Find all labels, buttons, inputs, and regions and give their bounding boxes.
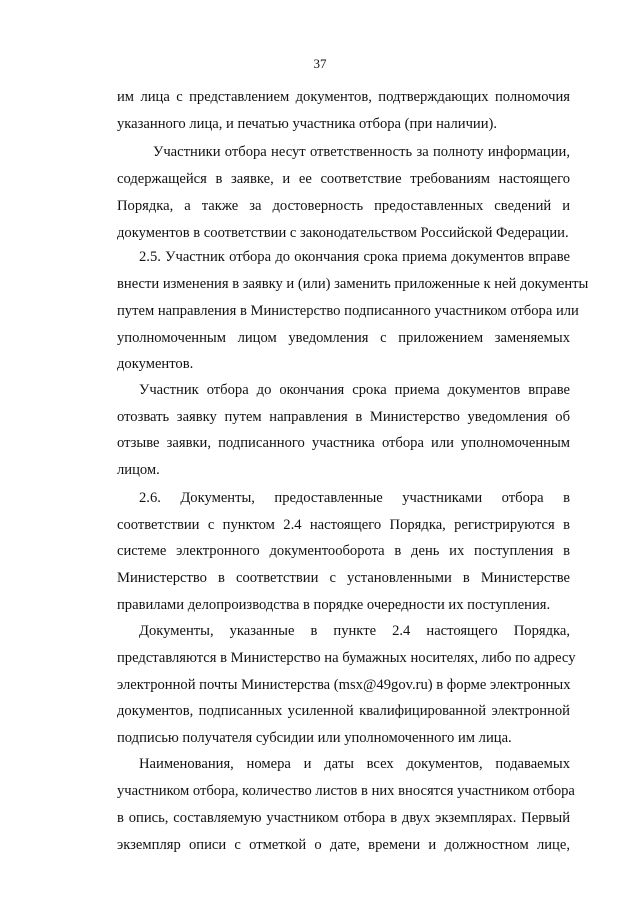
paragraph-first-line: 2.6. Документы, предоставленные участниками отбора в <box>139 490 570 506</box>
text-line: Порядка, а также за достоверность предоставленных сведений и <box>117 198 570 214</box>
page-number: 37 <box>313 56 327 71</box>
text-line: экземпляр описи с отметкой о дате, времени и должностном лице, <box>117 837 570 853</box>
text-line: правилами делопроизводства в порядке очередности их поступления. <box>117 597 551 613</box>
text-line: указанного лица, и печатью участника отбора (при наличии). <box>117 116 498 132</box>
paragraph-first-line: Наименования, номера и даты всех документов, подаваемых <box>139 756 570 772</box>
text-line: уполномоченным лицом уведомления с приложением заменяемых <box>117 330 570 346</box>
text-line: отзыве заявки, подписанного участника отбора или уполномоченным <box>117 435 570 451</box>
text-line: участником отбора, количество листов в них вносятся участником отбора <box>117 783 575 799</box>
text-line: документов. <box>117 356 194 372</box>
paragraph-first-line: Участники отбора несут ответственность за полноту информации, <box>153 144 570 160</box>
text-line: системе электронного документооборота в день их поступления в <box>117 543 570 559</box>
text-line: путем направления в Министерство подписанного участником отбора или <box>117 303 579 319</box>
text-line: им лица с представлением документов, подтверждающих полномочия <box>117 89 570 105</box>
text-line: электронной почты Министерства (msx@49gov.ru) в форме электронных <box>117 677 571 693</box>
text-line: лицом. <box>117 462 160 478</box>
text-line: представляются в Министерство на бумажных носителях, либо по адресу <box>117 650 576 666</box>
text-line: внести изменения в заявку и (или) заменить приложенные к ней документы <box>117 276 589 292</box>
text-line: документов, подписанных усиленной квалифицированной электронной <box>117 703 570 719</box>
text-line: содержащейся в заявке, и ее соответствие требованиям настоящего <box>117 171 570 187</box>
text-line: отозвать заявку путем направления в Министерство уведомления об <box>117 409 570 425</box>
text-line: соответствии с пунктом 2.4 настоящего Порядка, регистрируются в <box>117 517 570 533</box>
text-line: подписью получателя субсидии или уполномоченного им лица. <box>117 730 512 746</box>
text-line: в опись, составляемую участником отбора в двух экземплярах. Первый <box>117 810 570 826</box>
paragraph-first-line: Участник отбора до окончания срока приема документов вправе <box>139 382 570 398</box>
text-line: Министерство в соответствии с установленными в Министерстве <box>117 570 570 586</box>
text-line: документов в соответствии с законодательством Российской Федерации. <box>117 225 569 241</box>
paragraph-first-line: 2.5. Участник отбора до окончания срока приема документов вправе <box>139 249 570 265</box>
paragraph-first-line: Документы, указанные в пункте 2.4 настоящего Порядка, <box>139 623 570 639</box>
